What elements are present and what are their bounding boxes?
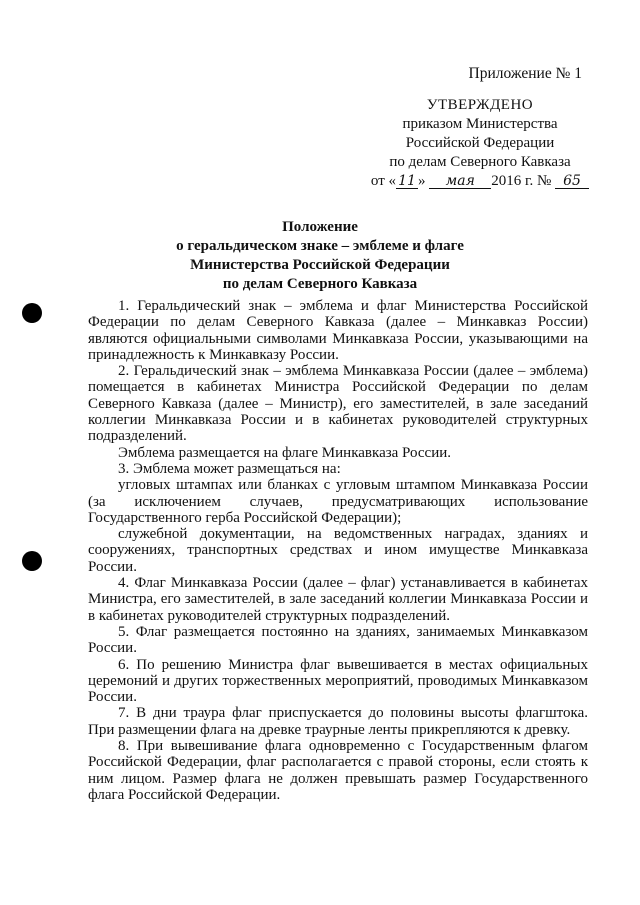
paragraph: угловых штампах или бланках с угловым штампом Минкавказа России (за исключением случаев, предусматривающих использование Государственного герба Российской Федерации);: [88, 477, 588, 526]
approval-line: по делам Северного Кавказа: [389, 154, 571, 170]
order-year: 2016 г. №: [491, 173, 552, 189]
paragraph: 5. Флаг размещается постоянно на зданиях, занимаемых Минкавказом России.: [88, 623, 588, 657]
approval-block: [370, 96, 590, 191]
paragraph: 6. По решению Министра флаг вывешивается в местах официальных церемоний и других торжественных мероприятий, проводимых Минкавказом России.: [88, 656, 588, 706]
punch-hole: [22, 551, 42, 571]
title-line: по делам Северного Кавказа: [222, 276, 418, 292]
approval-line: приказом Министерства: [402, 116, 558, 132]
title-line: Положение: [282, 219, 358, 235]
order-month: мая: [429, 174, 491, 189]
order-date-prefix: от «: [370, 173, 397, 189]
order-date-mid: »: [418, 173, 430, 189]
order-day: 11: [396, 174, 418, 189]
punch-hole: [22, 303, 42, 323]
title-line: о геральдическом знаке – эмблеме и флаге: [176, 238, 464, 254]
paragraph: 3. Эмблема может размещаться на:: [118, 460, 341, 477]
paragraph: Эмблема размещается на флаге Минкавказа России.: [118, 444, 452, 461]
title-line: Министерства Российской Федерации: [190, 257, 450, 273]
order-number: 65: [555, 174, 589, 189]
paragraph: 7. В дни траура флаг приспускается до половины высоты флагштока. При размещении флага на древке траурные ленты прикрепляются к древку.: [88, 705, 588, 738]
approval-line: Российской Федерации: [405, 135, 555, 151]
paragraph: 2. Геральдический знак – эмблема Минкавказа России (далее – эмблема) помещается в кабинетах Министра Российской Федерации по делам Северного Кавказа (далее – Министр), его заместителей, в зале заседаний коллегии Минкавказа России и в кабинетах руководителей структурных подразделений.: [88, 363, 588, 445]
approval-heading: УТВЕРЖДЕНО: [426, 97, 534, 113]
paragraph: 8. При вывешивание флага одновременно с Государственным флагом Российской Федерации, флаг располагается с правой стороны, если стоять к ним лицом. Размер флага не должен превышать размер Государственного флага Российской Федерации.: [88, 738, 588, 803]
order-date-line: [370, 172, 590, 191]
paragraph: 1. Геральдический знак – эмблема и флаг Министерства Российской Федерации по делам Северного Кавказа (далее – Минкавказ России) являются официальными символами Минкавказа России, указывающими на принадлежность к Минкавказу России.: [88, 298, 588, 363]
appendix-label: Приложение № 1: [468, 65, 582, 82]
document-title: [120, 218, 520, 294]
paragraph: 4. Флаг Минкавказа России (далее – флаг) устанавливается в кабинетах Министра, его заместителей, в зале заседаний коллегии Минкавказа России и в кабинетах руководителей структурных подразделений.: [88, 575, 588, 624]
document-body: [88, 298, 588, 803]
paragraph: служебной документации, на ведомственных наградах, зданиях и сооружениях, транспортных средствах и ином имуществе Минкавказа России.: [88, 526, 588, 575]
